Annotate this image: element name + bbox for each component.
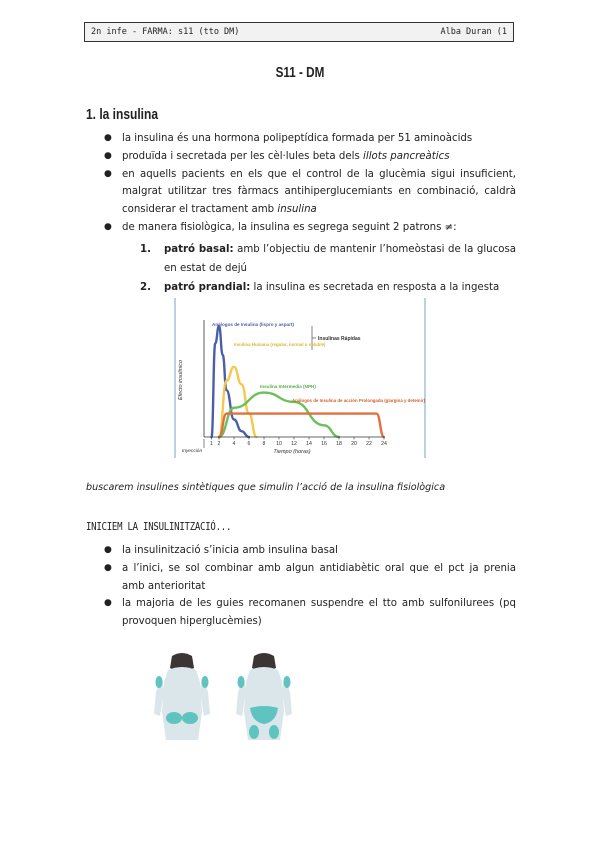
x-tick-label: 12 <box>291 441 297 447</box>
x-tick-label: 10 <box>276 441 282 447</box>
x-tick-label: 22 <box>366 441 372 447</box>
section-heading-insulina: 1. la insulina <box>86 106 159 123</box>
injection-zone-thigh <box>269 725 279 739</box>
injection-label: Inyección <box>181 449 203 454</box>
page-header <box>84 22 514 42</box>
list-item: ● la majoria de les guies recomanen suspendre el tto amb sulfonilurees (pq provoquen hiperglucèmies) <box>102 595 516 631</box>
x-tick-label: 16 <box>321 441 327 447</box>
injection-zone-arm <box>202 676 209 688</box>
injection-zone-buttock <box>166 712 182 724</box>
torso-back <box>162 667 202 740</box>
insulin-profile-chart <box>172 298 428 458</box>
x-tick-label: 4 <box>232 441 236 447</box>
list-item: ● de manera fisiològica, la insulina es segrega seguint 2 patrons ≠: 1. patró basal: amb l’objectiu de mantenir l’homeòstasi de la glucosa en estat de dejú 2. patró prandial: la insulina es secretada en resposta a la ingesta <box>102 219 516 297</box>
list-item: ● la insulinització s’inicia amb insulina basal <box>102 542 516 560</box>
list-item: ● la insulina és una hormona polipeptídica formada per 51 aminoàcids <box>102 130 516 148</box>
bullet-icon: ● <box>104 562 112 573</box>
bullet-icon: ● <box>104 150 112 161</box>
x-tick-label: 2 <box>217 441 221 447</box>
x-tick-label: 24 <box>381 441 387 447</box>
legend-label-analogos-rapidos: Análogos de Insulina (lispro y aspart) <box>212 322 294 327</box>
x-tick-label: 1 <box>210 441 213 447</box>
y-axis-label: Efecto insulínico <box>178 359 184 401</box>
chart-caption: buscarem insulines sintètiques que simulin l’acció de la insulina fisiològica <box>86 482 446 493</box>
x-axis-label: Tiempo (horas) <box>273 449 311 455</box>
x-tick-label: 20 <box>351 441 357 447</box>
list-item: ● en aquells pacients en els que el control de la glucèmia sigui insuficient, malgrat utilitzar tres fàrmacs antihiperglucemiants en combinació, caldrà considerar el tractament amb insulina <box>102 166 516 219</box>
injection-zone-arm <box>284 676 291 688</box>
bullet-icon: ● <box>104 221 112 232</box>
injection-zone-arm <box>156 676 163 688</box>
list-item: ● a l’inici, se sol combinar amb algun antidiabètic oral que el pct ja prenia amb anterioritat <box>102 560 516 596</box>
x-tick-label: 14 <box>306 441 312 447</box>
body-front-view <box>236 653 292 740</box>
rapid-insulins-label: Insulinas Rápidas <box>318 336 361 342</box>
body-back-view <box>154 653 210 740</box>
injection-zone-arm <box>238 676 245 688</box>
legend-label-nph: Insulina Intermedia (NPH) <box>260 384 316 389</box>
injection-zone-thigh <box>249 725 259 739</box>
header-left: 2n infe - FARMA: s11 (tto DM) <box>91 27 240 37</box>
patterns-list <box>140 240 516 297</box>
list-item: ● produïda i secretada per les cèl·lules beta dels illots pancreàtics <box>102 148 516 166</box>
bullet-icon: ● <box>104 133 112 143</box>
pattern-item-basal: 1. patró basal: amb l’objectiu de mantenir l’homeòstasi de la glucosa en estat de dejú <box>140 243 516 274</box>
page-title: S11 - DM <box>275 64 325 81</box>
insulina-bullet-list <box>102 130 516 297</box>
pattern-item-prandial: 2. patró prandial: la insulina es secretada en resposta a la ingesta <box>140 281 500 293</box>
header-right: Alba Duran (1 <box>440 27 507 37</box>
x-tick-label: 6 <box>247 441 251 447</box>
chart-background <box>172 298 428 458</box>
x-tick-label: 18 <box>336 441 342 447</box>
injection-sites-figure <box>150 652 300 742</box>
section-heading-insulinitzacio: INICIEM LA INSULINITZACIÓ... <box>86 520 232 533</box>
injection-zone-buttock <box>182 712 198 724</box>
bullet-icon: ● <box>104 545 112 555</box>
legend-label-prolongada: Análogos de Insulina de acción Prolongada (glargina y detemir) <box>292 398 425 403</box>
bullet-icon: ● <box>104 598 112 609</box>
bullet-icon: ● <box>104 168 112 179</box>
insulinitzacio-bullet-list <box>102 542 516 631</box>
legend-label-insulina-humana: Insulina Humana (regular, normal o soluble) <box>234 342 326 347</box>
x-tick-label: 8 <box>262 441 266 447</box>
